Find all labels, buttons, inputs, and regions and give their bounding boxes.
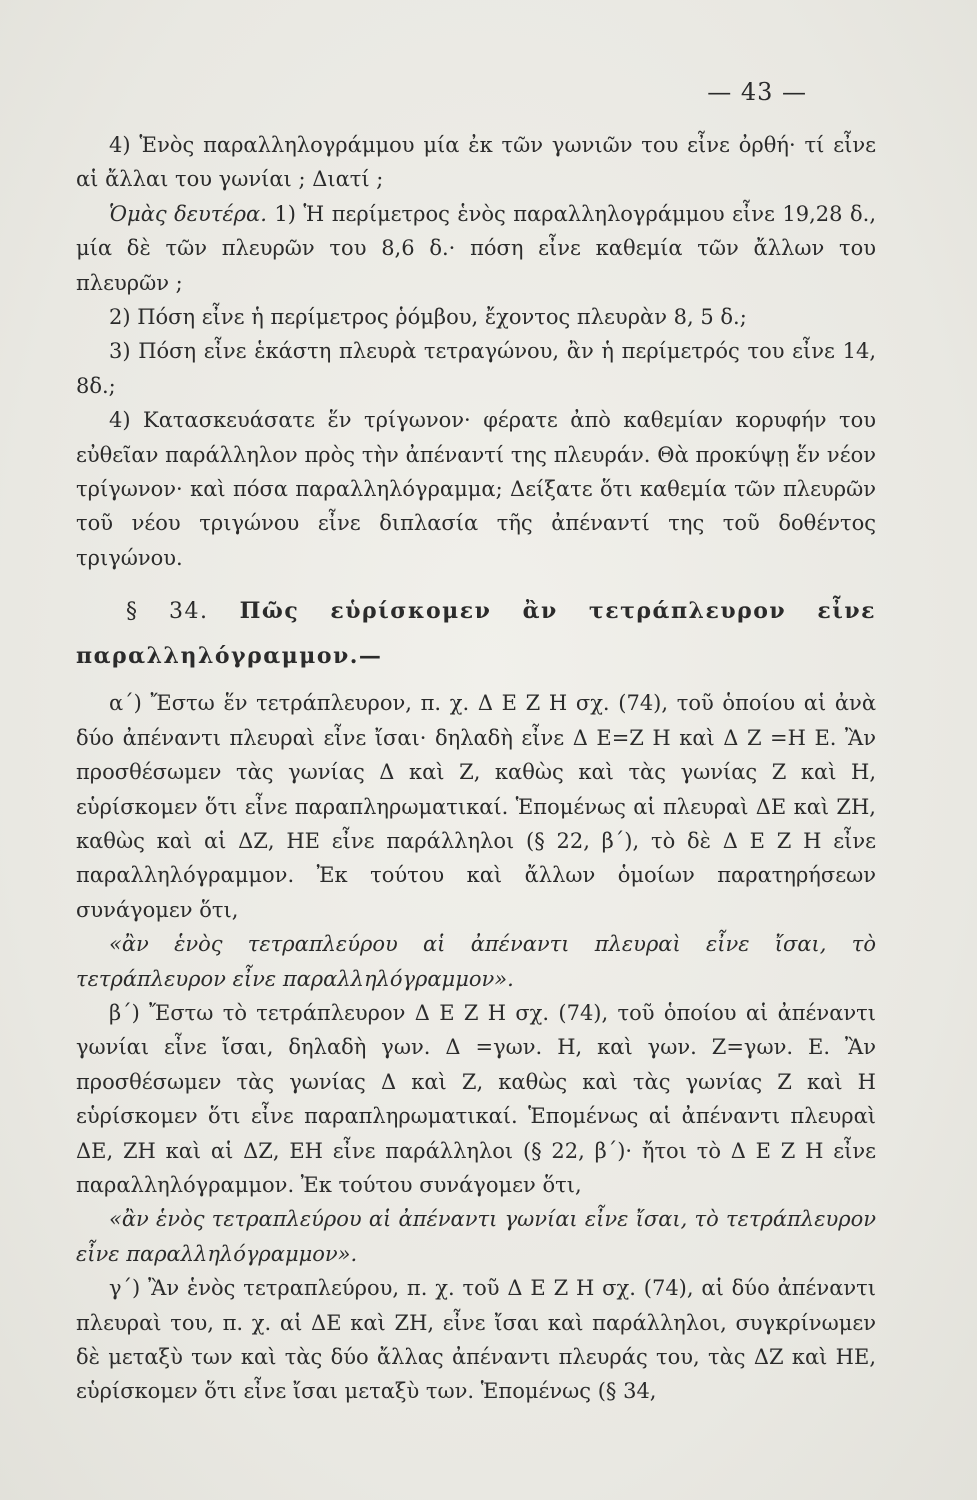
rule-alpha: «ἂν ἑνὸς τετραπλεύρου αἱ ἀπέναντι πλευραὶ εἶνε ἴσαι, τὸ τετράπλευρον εἶνε παραλληλόγραμμον». (76, 932, 876, 991)
case-gamma: γ΄) Ἂν ἑνὸς τετραπλεύρου, π. χ. τοῦ Δ Ε Ζ Η σχ. (74), αἱ δύο ἀπέναντι πλευραὶ του, π. χ. αἱ ΔΕ καὶ ΖΗ, εἶνε ἴσαι καὶ παράλληλοι, συγκρίνωμεν δὲ μεταξὺ των καὶ τὰς δύο ἄλλας ἀπέναντι πλευράς του, τὰς ΔΖ καὶ ΗΕ, εὑρίσκομεν ὅτι εἶνε ἴσαι μεταξὺ των. Ἑπομένως (§ 34, (76, 1276, 876, 1404)
exercise-1-text: 1) Ἡ περίμετρος ἑνὸς παραλληλογράμμου εἶνε 19,28 δ., μία δὲ τῶν πλευρῶν του 8,6 δ.· πόση εἶνε καθεμία τῶν ἄλλων του πλευρῶν ; (76, 201, 876, 295)
exercise-group-b-item-1 (76, 197, 876, 300)
page-number: — 43 — (707, 78, 807, 106)
rule-beta: «ἂν ἑνὸς τετραπλεύρου αἱ ἀπέναντι γωνίαι εἶνε ἴσαι, τὸ τετράπλευρον εἶνε παραλληλόγραμμον». (76, 1207, 876, 1266)
section-number: § 34. (126, 599, 209, 625)
section-heading (76, 589, 876, 678)
section-title: Πῶς εὑρίσκομεν ἂν τετράπλευρον εἶνε παραλληλόγραμμον.— (76, 598, 876, 670)
exercise-2: 2) Πόση εἶνε ἡ περίμετρος ῥόμβου, ἔχοντος πλευρὰν 8, 5 δ.; (109, 305, 747, 330)
group-b-label: Ὁμὰς δευτέρα. (109, 201, 267, 226)
exercise-4: 4) Κατασκευάσατε ἕν τρίγωνον· φέρατε ἀπὸ καθεμίαν κορυφήν του εὐθεῖαν παράλληλον πρὸς τὴν ἀπέναντί της πλευράν. Θὰ προκύψῃ ἕν νέον τρίγωνον· καὶ πόσα παραλληλόγραμμα; Δείξατε ὅτι καθεμία τῶν πλευρῶν τοῦ νέου τριγώνου εἶνε διπλασία τῆς ἀπέναντί της τοῦ δοθέντος τριγώνου. (76, 408, 876, 570)
page-body (76, 128, 876, 1409)
exercise-3: 3) Πόση εἶνε ἑκάστη πλευρὰ τετραγώνου, ἂν ἡ περίμετρός του εἶνε 14, 8δ.; (76, 339, 876, 398)
case-alpha: α΄) Ἔστω ἕν τετράπλευρον, π. χ. Δ Ε Ζ Η σχ. (74), τοῦ ὁποίου αἱ ἀνὰ δύο ἀπέναντι πλευραὶ εἶνε ἴσαι· δηλαδὴ εἶνε Δ Ε=Ζ Η καὶ Δ Ζ =Η Ε. Ἂν προσθέσωμεν τὰς γωνίας Δ καὶ Ζ, καθὼς καὶ τὰς γωνίας Ζ καὶ Η, εὑρίσκομεν ὅτι εἶνε παραπληρωματικαί. Ἑπομένως αἱ πλευραὶ ΔΕ καὶ ΖΗ, καθὼς καὶ αἱ ΔΖ, ΗΕ εἶνε παράλληλοι (§ 22, β΄), τὸ δὲ Δ Ε Ζ Η εἶνε παραλληλόγραμμον. Ἐκ τούτου καὶ ἄλλων ὁμοίων παρατηρήσεων συνάγομεν ὅτι, (76, 691, 876, 922)
exercise-4-group-a: 4) Ἑνὸς παραλληλογράμμου μία ἐκ τῶν γωνιῶν του εἶνε ὀρθή· τί εἶνε αἱ ἄλλαι του γωνίαι ; Διατί ; (76, 133, 876, 192)
case-beta: β΄) Ἔστω τὸ τετράπλευρον Δ Ε Ζ Η σχ. (74), τοῦ ὁποίου αἱ ἀπέναντι γωνίαι εἶνε ἴσαι, δηλαδὴ γων. Δ =γων. Η, καὶ γων. Ζ=γων. Ε. Ἂν προσθέσωμεν τὰς γωνίας Δ καὶ Ζ, καθὼς καὶ τὰς γωνίας Ζ καὶ Η εὑρίσκομεν ὅτι εἶνε παραπληρωματικαί. Ἑπομένως αἱ ἀπέναντι πλευραὶ ΔΕ, ΖΗ καὶ αἱ ΔΖ, ΕΗ εἶνε παράλληλοι (§ 22, β΄)· ἤτοι τὸ Δ Ε Ζ Η εἶνε παραλληλόγραμμον. Ἐκ τούτου συνάγομεν ὅτι, (76, 1000, 876, 1197)
